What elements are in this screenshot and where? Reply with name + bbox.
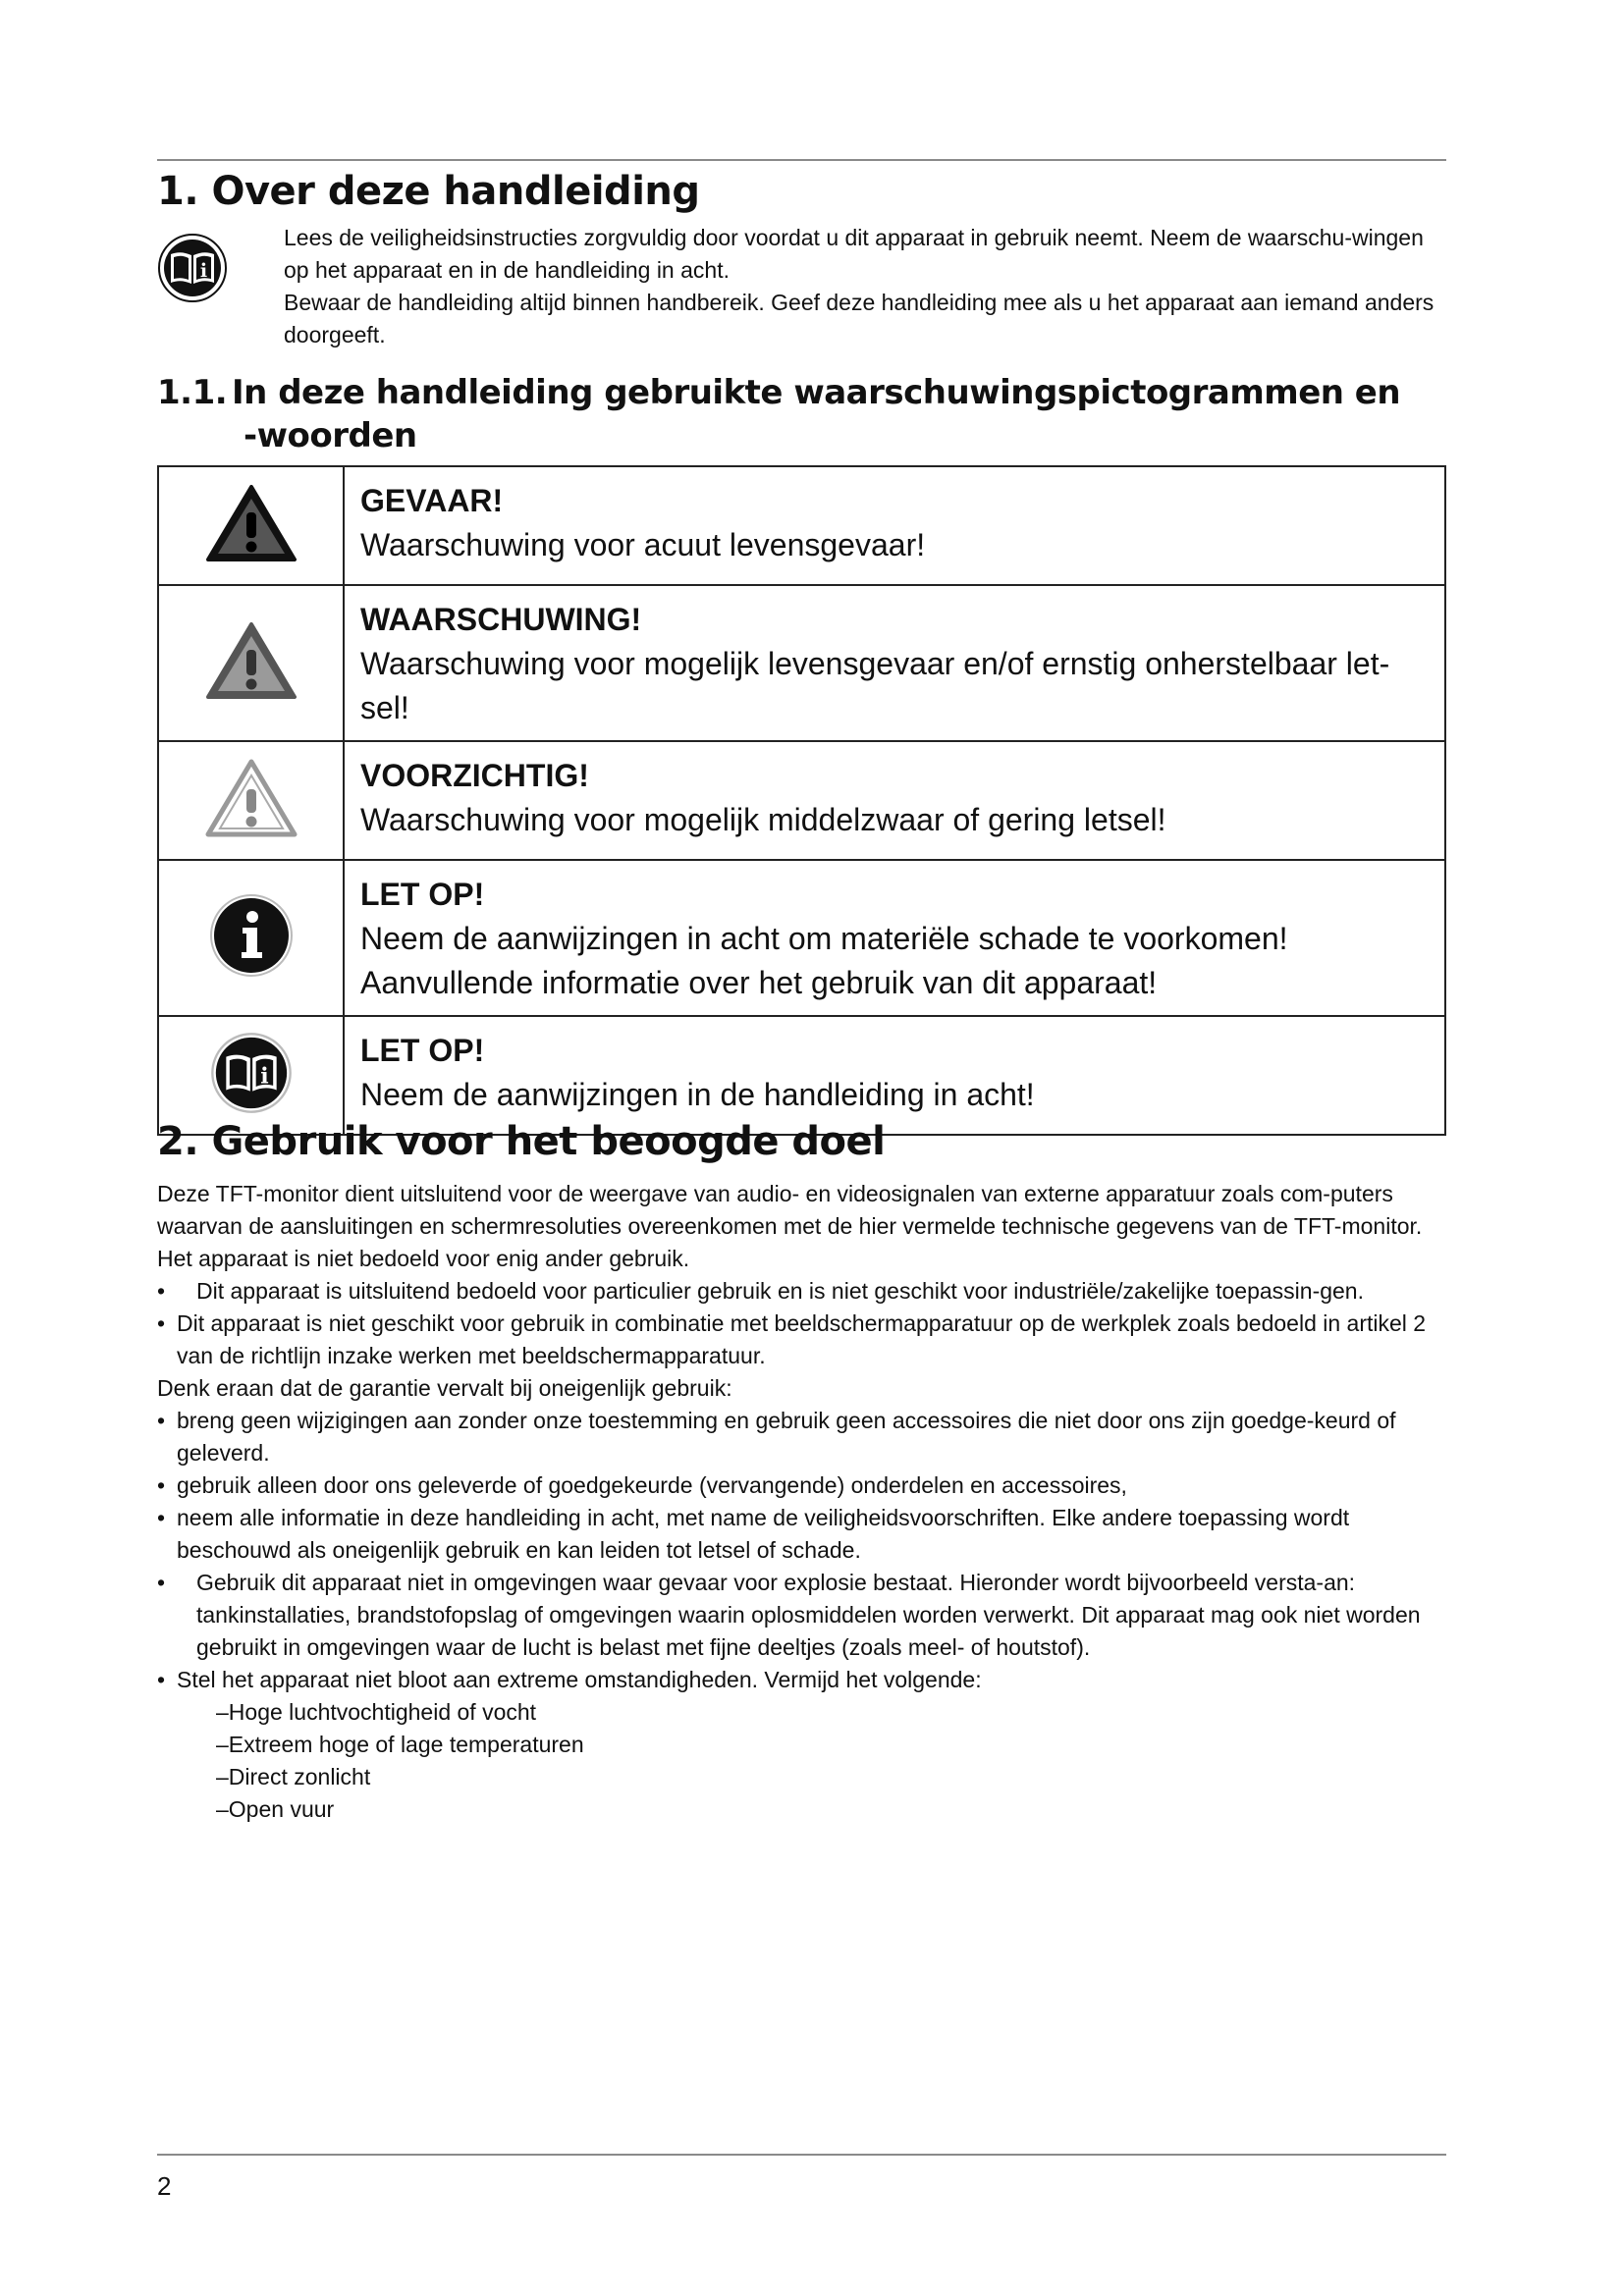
icon-cell — [158, 466, 344, 585]
warning-text: Waarschuwing voor acuut levensgevaar! — [360, 527, 926, 562]
bottom-rule — [157, 2154, 1446, 2156]
list-item — [157, 1664, 1446, 1696]
dash-item: –Direct zonlicht — [216, 1764, 371, 1789]
dash-item: –Hoge luchtvochtigheid of vocht — [216, 1699, 537, 1725]
danger-triangle-icon — [204, 483, 298, 563]
list-item-text: Dit apparaat is niet geschikt voor gebruik in combinatie met beeldschermapparatuur op de werkplek zoals bedoeld in artikel 2 van de richtlijn inzake werken met beeldschermapparatuur. — [177, 1310, 1427, 1368]
paragraph: Lees de veiligheidsinstructies zorgvuldig door voordat u dit apparaat in gebruik neemt. Neem de waarschu-wingen op het apparaat en in de handleiding in acht. — [284, 225, 1424, 283]
icon-cell — [158, 1016, 344, 1135]
warning-text: Neem de aanwijzingen in acht om materiële schade te voorkomen! — [360, 921, 1288, 956]
bullet: • — [157, 1667, 166, 1692]
list-item — [157, 1469, 1446, 1502]
list-item-text: Dit apparaat is uitsluitend bedoeld voor particulier gebruik en is niet geschikt voor industriële/zakelijke toepassin-gen. — [196, 1278, 1364, 1304]
section-1-text — [284, 222, 1446, 351]
icon-cell — [158, 741, 344, 860]
text-cell — [344, 860, 1445, 1016]
section-number: 1.1. — [157, 373, 228, 412]
icon-cell — [158, 860, 344, 1016]
warning-text-2: Aanvullende informatie over het gebruik van dit apparaat! — [360, 965, 1158, 1000]
list-item — [157, 1308, 1446, 1372]
section-title-line-1: In deze handleiding gebruikte waarschuwingspictogrammen en — [232, 373, 1401, 412]
bullet: • — [157, 1408, 166, 1433]
text-cell — [344, 585, 1445, 741]
warning-title: LET OP! — [360, 877, 485, 912]
table-row — [158, 585, 1445, 741]
manual-icon — [157, 233, 228, 303]
list-item — [157, 1405, 1446, 1469]
warning-text: Waarschuwing voor mogelijk levensgevaar en/of ernstig onherstelbaar let-sel! — [360, 646, 1390, 725]
table-row — [158, 741, 1445, 860]
warning-title: GEVAAR! — [360, 483, 504, 518]
text-cell — [344, 466, 1445, 585]
section-number: 1. — [157, 169, 199, 214]
warning-title: WAARSCHUWING! — [360, 602, 642, 637]
section-title: Gebruik voor het beoogde doel — [211, 1119, 886, 1164]
top-rule — [157, 159, 1446, 161]
info-icon — [209, 893, 294, 978]
list-item — [157, 1275, 1446, 1308]
table-row — [158, 1016, 1445, 1135]
section-title-line-2: -woorden — [244, 416, 417, 455]
list-item-text: gebruik alleen door ons geleverde of goedgekeurde (vervangende) onderdelen en accessoires, — [177, 1472, 1127, 1498]
page-number: 2 — [157, 2171, 172, 2201]
list-item-text: Stel het apparaat niet bloot aan extreme omstandigheden. Vermijd het volgende: — [177, 1667, 982, 1692]
svg-text:i: i — [259, 1063, 269, 1090]
warning-text: Waarschuwing voor mogelijk middelzwaar of gering letsel! — [360, 802, 1166, 837]
section-2-body — [157, 1178, 1446, 1826]
section-2-heading — [157, 1119, 885, 1164]
dash-item: –Open vuur — [216, 1796, 335, 1822]
bullet: • — [157, 1310, 166, 1336]
section-1-heading — [157, 169, 700, 214]
paragraph: Bewaar de handleiding altijd binnen handbereik. Geef deze handleiding mee als u het apparaat aan iemand anders doorgeeft. — [284, 290, 1435, 347]
section-title: Over deze handleiding — [211, 169, 700, 214]
list-item-text: Gebruik dit apparaat niet in omgevingen waar gevaar voor explosie bestaat. Hieronder wordt bijvoorbeeld versta-an: tankinstallaties, brandstofopslag of omgevingen waarin oplosmiddelen worden verwerkt. Dit apparaat mag ook niet worden gebruikt in omgevingen waar de lucht is belast met fijne deeltjes (zoals meel- of houtstof). — [196, 1570, 1421, 1660]
svg-text:i: i — [199, 260, 208, 282]
bullet: • — [157, 1472, 166, 1498]
table-row — [158, 860, 1445, 1016]
bullet: • — [157, 1570, 166, 1595]
section-number: 2. — [157, 1119, 199, 1164]
bullet: • — [157, 1278, 166, 1304]
caution-triangle-icon — [204, 758, 298, 838]
warning-title: VOORZICHTIG! — [360, 758, 589, 793]
warning-triangle-icon — [204, 620, 298, 701]
warning-text: Neem de aanwijzingen in de handleiding in acht! — [360, 1077, 1035, 1112]
text-cell — [344, 1016, 1445, 1135]
warning-title: LET OP! — [360, 1033, 485, 1068]
warranty-intro: Denk eraan dat de garantie vervalt bij oneigenlijk gebruik: — [157, 1375, 732, 1401]
list-item-text: breng geen wijzigingen aan zonder onze toestemming en gebruik geen accessoires die niet door ons zijn goedge-keurd of geleverd. — [177, 1408, 1396, 1466]
bullet: • — [157, 1505, 166, 1530]
list-item — [157, 1502, 1446, 1567]
icon-cell — [158, 585, 344, 741]
section-1-1-heading — [157, 371, 1400, 457]
table-row — [158, 466, 1445, 585]
text-cell — [344, 741, 1445, 860]
list-item-text: neem alle informatie in deze handleiding in acht, met name de veiligheidsvoorschriften. Elke andere toepassing wordt beschouwd als oneigenlijk gebruik en kan leiden tot letsel of schade. — [177, 1505, 1350, 1563]
list-item — [157, 1567, 1446, 1664]
warning-symbols-table — [157, 465, 1446, 1136]
manual-icon — [210, 1032, 293, 1114]
intro-paragraph: Deze TFT-monitor dient uitsluitend voor de weergave van audio- en videosignalen van externe apparatuur zoals com-puters waarvan de aansluitingen en schermresoluties overeenkomen met de hier vermelde technische gegevens van de TFT-monitor. Het apparaat is niet bedoeld voor enig ander gebruik. — [157, 1181, 1423, 1271]
dash-item: –Extreem hoge of lage temperaturen — [216, 1732, 584, 1757]
